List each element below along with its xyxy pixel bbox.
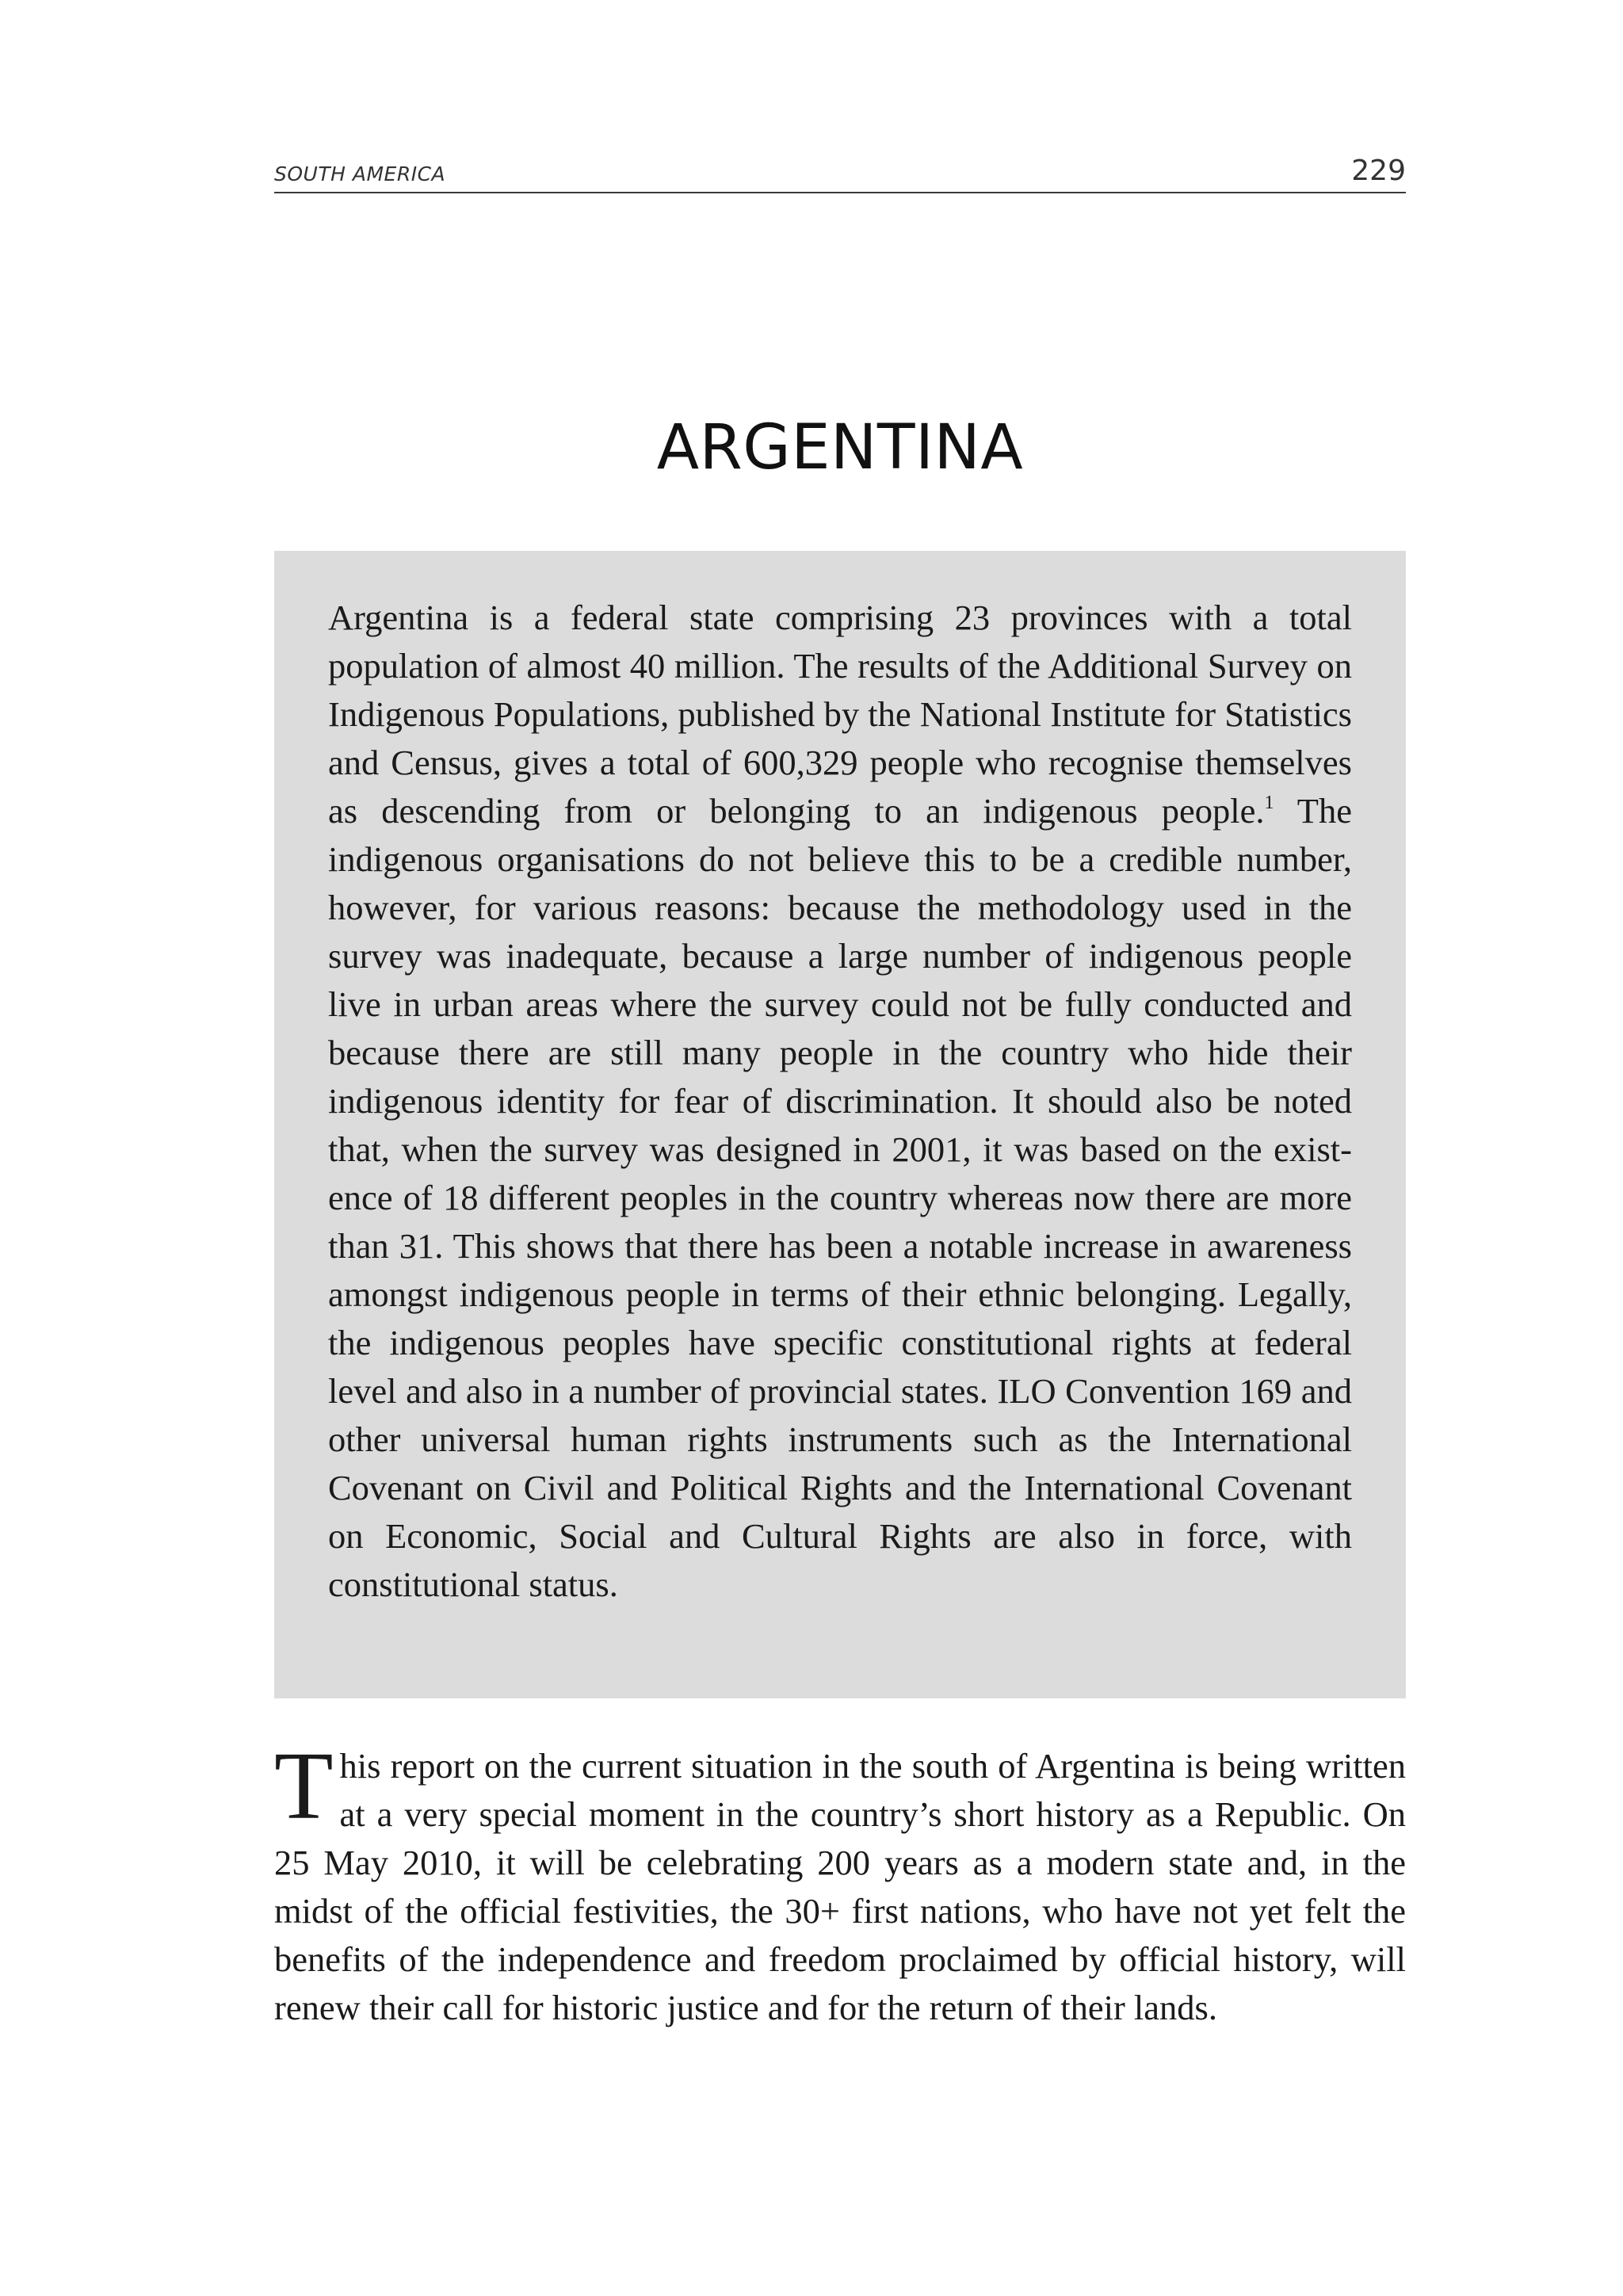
summary-box [274,551,1406,1698]
page-number: 229 [1351,155,1406,187]
running-head: SOUTH AMERICA [274,162,446,185]
body-paragraph [274,1733,1406,2032]
summary-paragraph [328,594,1352,1609]
footnote-marker[interactable]: 1 [1264,793,1274,813]
page-header [274,149,1406,193]
page-title: ARGENTINA [656,412,1024,483]
body-paragraph-text: his report on the current situation in the south of Argentina is being written at a very special moment in the country’s short history as a Republic. On 25 May 2010, it will be celebrating 200 years as a modern state and, in the midst of the official festivities, the 30+ first nations, who have not yet felt the benefits of the independence and freedom proclaimed by official history, will renew their call for historic justice and for the return of their lands. [274,1746,1406,2027]
summary-text-part-1: Argentina is a federal state comprising 23 provinces with a total population of almost 40 million. The results of the Additional Survey on Indigenous Populations, published by the National Institute for Statistics and Census, gives a total of 600,329 people who recognise themselves as descending from or belonging to an indigenous people. [328,598,1352,831]
summary-text-part-2: The indigenous organisations do not believe this to be a credible number, however, for various reasons: because the methodology used in the survey was inadequate, because a large number of indigenous people live in urban areas where the survey could not be fully conducted and because there are still many people in the country who hide their indigenous identity for fear of discrimination. It should also be noted that, when the survey was designed in 2001, it was based on the existence of 18 different peoples in the country whereas now there are more than 31. This shows that there has been a notable increase in awareness amongst indigenous people in terms of their ethnic belonging. Legally, the indigenous peoples have specific constitutional rights at federal level and also in a number of provincial states. ILO Convention 169 and other universal human rights instruments such as the International Covenant on Civil and Political Rights and the International Covenant on Economic, Social and Cultural Rights are also in force, with constitutional status. [328,791,1352,1604]
drop-cap: T [274,1733,334,1839]
